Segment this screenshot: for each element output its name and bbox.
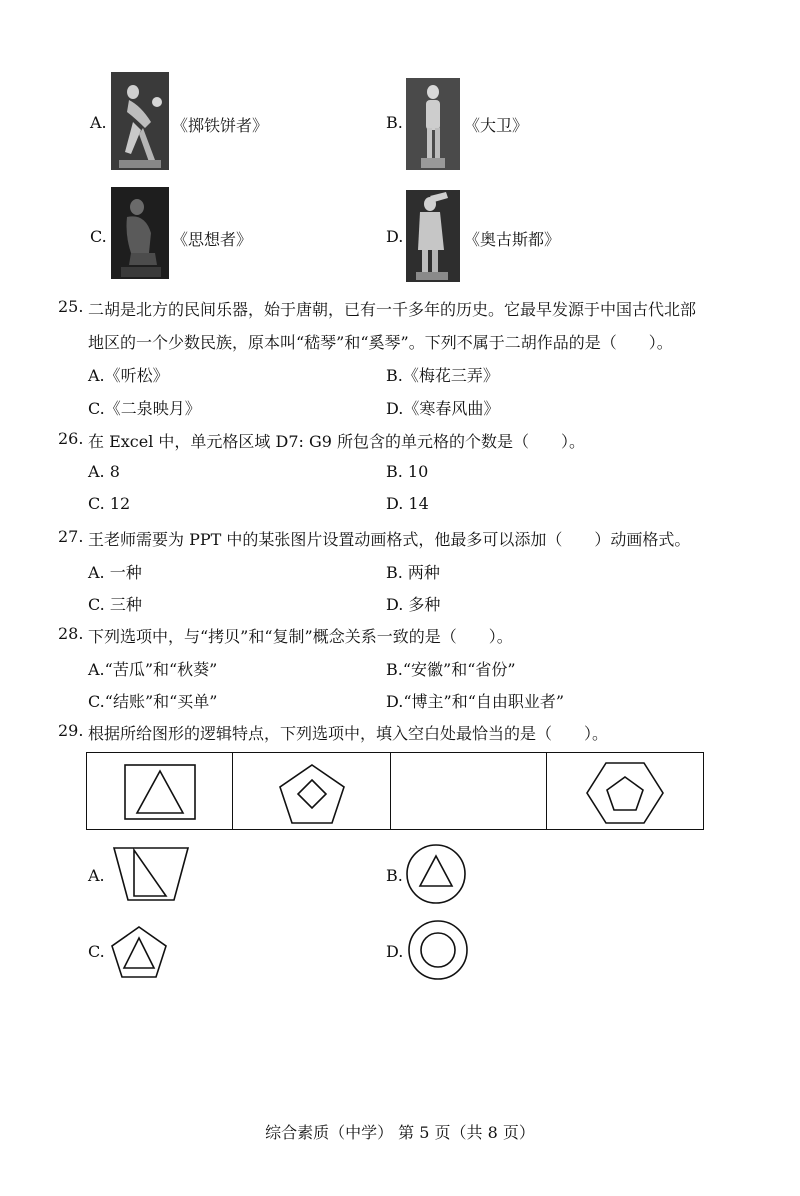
option-letter: B. (386, 113, 403, 132)
option-letter: C. (88, 942, 105, 961)
option-d: D.“博主”和“自由职业者” (386, 692, 565, 711)
option-d-figure (406, 918, 470, 982)
option-a: A.“苦瓜”和“秋葵” (88, 660, 218, 679)
option-c: C. 12 (88, 494, 131, 513)
option-d: D. 多种 (386, 595, 441, 614)
option-letter: A. (88, 866, 105, 885)
option-letter: D. (386, 942, 404, 961)
question-number: 26. (58, 429, 84, 448)
artwork-title: 《大卫》 (464, 116, 529, 135)
figure-cell-2 (233, 753, 391, 829)
question-number: 28. (58, 624, 84, 643)
option-c: C.《二泉映月》 (88, 399, 201, 418)
option-c-figure (108, 924, 170, 980)
question-text-line-1: 下列选项中，与“拷贝”和“复制”概念关系一致的是（ ）。 (88, 627, 513, 646)
option-b: B.“安徽”和“省份” (386, 660, 516, 679)
option-d: D. 14 (386, 494, 429, 513)
discobolus-statue-image (111, 72, 169, 170)
option-letter: A. (90, 113, 107, 132)
option-letter: D. (386, 227, 404, 246)
option-c: C.“结账”和“买单” (88, 692, 218, 711)
option-c: C. 三种 (88, 595, 142, 614)
question-text-line-1: 在 Excel 中，单元格区域 D7: G9 所包含的单元格的个数是（ ）。 (88, 432, 586, 451)
question-text-line-2: 地区的一个少数民族，原本叫“嵇琴”和“奚琴”。下列不属于二胡作品的是（ ）。 (88, 333, 673, 352)
question-text-line-1: 根据所给图形的逻辑特点，下列选项中，填入空白处最恰当的是（ ）。 (88, 724, 609, 743)
question-number: 25. (58, 297, 84, 316)
david-statue-image (406, 78, 460, 170)
page-footer: 综合素质（中学） 第 5 页（共 8 页） (265, 1123, 535, 1142)
question-text-line-1: 二胡是北方的民间乐器，始于唐朝，已有一千多年的历史。它最早发源于中国古代北部 (88, 300, 697, 319)
thinker-statue-image (111, 187, 169, 279)
question-number: 27. (58, 527, 84, 546)
square-with-triangle-figure (87, 753, 233, 828)
artwork-title: 《奥古斯都》 (464, 230, 561, 249)
option-b: B. 两种 (386, 563, 440, 582)
hexagon-with-pentagon-figure (547, 753, 703, 828)
option-letter: B. (386, 866, 403, 885)
option-letter: C. (90, 227, 107, 246)
pentagon-with-diamond-figure (233, 753, 391, 828)
option-d: D.《寒春风曲》 (386, 399, 500, 418)
option-a-figure (110, 844, 192, 904)
option-b: B. 10 (386, 462, 429, 481)
option-b: B.《梅花三弄》 (386, 366, 499, 385)
artwork-title: 《掷铁饼者》 (172, 116, 269, 135)
figure-cell-1 (87, 753, 233, 829)
artwork-title: 《思想者》 (172, 230, 253, 249)
option-a: A.《听松》 (88, 366, 169, 385)
question-text-line-1: 王老师需要为 PPT 中的某张图片设置动画格式，他最多可以添加（ ）动画格式。 (88, 530, 691, 549)
question-number: 29. (58, 721, 84, 740)
figure-cell-blank (391, 753, 547, 829)
option-a: A. 8 (88, 462, 120, 481)
figure-sequence-grid (86, 752, 704, 830)
figure-cell-4 (547, 753, 703, 829)
option-b-figure (404, 842, 468, 906)
augustus-statue-image (406, 190, 460, 282)
option-a: A. 一种 (88, 563, 142, 582)
